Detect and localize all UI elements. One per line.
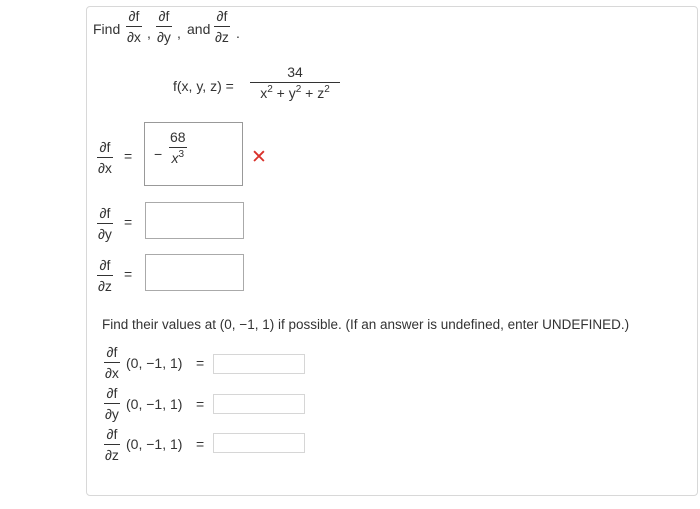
answer-label-dfdy: ∂f ∂y — [98, 205, 112, 242]
eval-point-1: (0, −1, 1) — [126, 355, 183, 371]
answer-label-dfdx: ∂f ∂x — [98, 139, 112, 176]
prompt-find-word: Find — [93, 21, 121, 37]
eval-label-dfdx: ∂f ∂x — [105, 344, 119, 381]
eval-point-2: (0, −1, 1) — [126, 396, 183, 412]
answer-input-dfdx[interactable]: − 68 $x^3$ — [144, 122, 243, 186]
eval-label-dfdy: ∂f ∂y — [105, 385, 119, 422]
function-lhs: f(x, y, z) = — [173, 78, 234, 94]
answer-input-dfdy[interactable] — [145, 202, 244, 239]
prompt-and-word: and — [187, 21, 211, 37]
prompt-df-dx: ∂f ∂x — [127, 8, 141, 45]
prompt-df-dz: ∂f ∂z — [215, 8, 229, 45]
eval-point-3: (0, −1, 1) — [126, 436, 183, 452]
eval-label-dfdz: ∂f ∂z — [105, 426, 119, 463]
answer-input-dfdz[interactable] — [145, 254, 244, 291]
eval-input-dfdx[interactable] — [213, 354, 305, 374]
evaluate-instruction: Find their values at (0, −1, 1) if possible. (If an answer is undefined, enter UNDEFINED.) — [102, 317, 630, 332]
entered-expression: 68 $x^3$ — [170, 129, 186, 166]
answer-label-dfdz: ∂f ∂z — [98, 257, 112, 294]
function-fraction: 34 $x^2 + y^2 + z^2$ — [250, 64, 340, 104]
eval-input-dfdy[interactable] — [213, 394, 305, 414]
eval-input-dfdz[interactable] — [213, 433, 305, 453]
prompt-df-dy: ∂f ∂y — [157, 8, 171, 45]
incorrect-x-icon: ✕ — [251, 147, 267, 168]
